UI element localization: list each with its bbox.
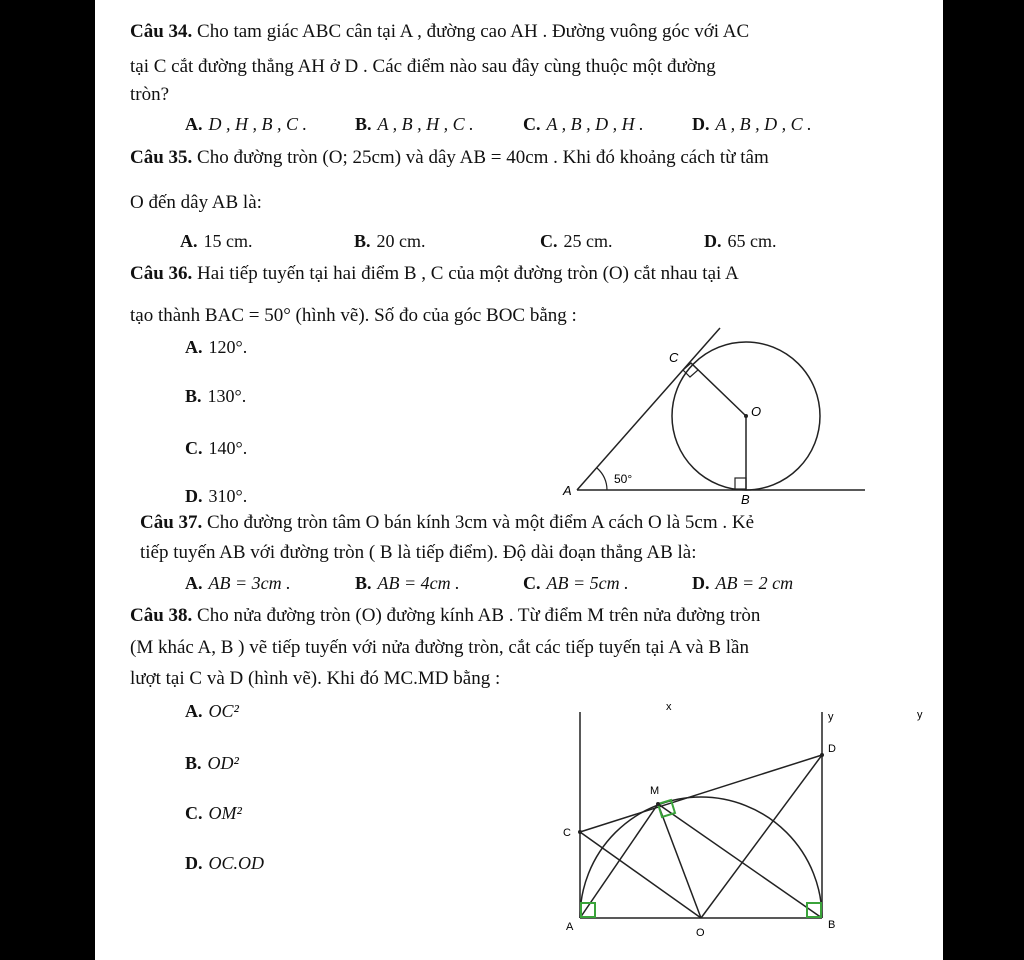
segment-od <box>701 755 822 918</box>
q38-figure <box>560 700 923 940</box>
segment-bm <box>658 804 822 918</box>
q36-line-2: tạo thành BAC = 50° (hình vẽ). Số đo của góc BOC bằng : <box>130 305 577 326</box>
q35-line-1 <box>130 146 769 170</box>
label-a: A <box>563 483 572 498</box>
q37-line-1 <box>140 511 754 535</box>
label-a: A <box>566 921 574 933</box>
q36-option-c: C. 140°. <box>185 438 248 458</box>
label-c: C <box>669 350 679 365</box>
q38-option-b: B. OD² <box>185 753 239 773</box>
q37-line-2: tiếp tuyến AB với đường tròn ( B là tiếp điểm). Độ dài đoạn thẳng AB là: <box>140 542 697 563</box>
q36-option-d: D. 310°. <box>185 486 248 506</box>
q34-text-1: Cho tam giác ABC cân tại A , đường cao AH . Đường vuông góc với AC <box>197 21 750 42</box>
q38-line-1 <box>130 604 760 628</box>
q37-label: Câu 37. <box>140 512 203 533</box>
segment-oc <box>580 832 701 918</box>
label-o: O <box>696 927 705 939</box>
tangent-line-ac <box>577 328 720 490</box>
label-x: x <box>666 701 672 713</box>
tangent-line-cd <box>580 755 822 832</box>
q37-option-c: C. AB = 5cm . <box>523 573 629 593</box>
q35-option-d: D. 65 cm. <box>704 231 777 251</box>
q35-line-2: O đến dây AB là: <box>130 192 262 213</box>
q38-option-c: C. OM² <box>185 803 242 823</box>
q34-option-b: B. A , B , H , C . <box>355 114 474 134</box>
q35-option-b: B. 20 cm. <box>354 231 426 251</box>
q36-label: Câu 36. <box>130 263 193 284</box>
q38-label: Câu 38. <box>130 605 193 626</box>
point-c <box>578 830 582 834</box>
q34-option-d: D. A , B , D , C . <box>692 114 812 134</box>
label-y-axis: y <box>828 711 834 723</box>
q36-figure <box>555 322 867 512</box>
radius-oc <box>691 363 746 416</box>
q38-line-3: lượt tại C và D (hình vẽ). Khi đó MC.MD bằng : <box>130 668 501 689</box>
label-angle: 50° <box>614 472 633 486</box>
q35-option-a: A. 15 cm. <box>180 231 253 251</box>
q35-option-c: C. 25 cm. <box>540 231 613 251</box>
right-angle-b <box>807 903 821 917</box>
q34-option-c: C. A , B , D , H . <box>523 114 644 134</box>
q36-option-b: B. 130°. <box>185 386 247 406</box>
document-page <box>95 0 943 960</box>
label-o: O <box>751 404 762 419</box>
q38-text-1: Cho nửa đường tròn (O) đường kính AB . Từ điểm M trên nửa đường tròn <box>197 605 761 626</box>
q36-option-a: A. 120°. <box>185 337 248 357</box>
label-b: B <box>828 919 836 931</box>
q35-text-1: Cho đường tròn (O; 25cm) và dây AB = 40cm . Khi đó khoảng cách từ tâm <box>197 147 769 168</box>
q36-text-1: Hai tiếp tuyến tại hai điểm B , C của một đường tròn (O) cắt nhau tại A <box>197 263 739 284</box>
label-m: M <box>650 785 660 797</box>
label-c: C <box>563 827 571 839</box>
q38-line-2: (M khác A, B ) vẽ tiếp tuyến với nửa đường tròn, cắt các tiếp tuyến tại A và B lần <box>130 637 749 658</box>
segment-om <box>658 804 701 918</box>
segment-am <box>580 804 658 918</box>
q37-option-b: B. AB = 4cm . <box>355 573 460 593</box>
label-d: D <box>828 743 836 755</box>
q36-line-1 <box>130 262 739 286</box>
center-point-o <box>744 414 748 418</box>
q34-option-a: A. D , H , B , C . <box>185 114 307 134</box>
q35-label: Câu 35. <box>130 147 193 168</box>
point-d <box>820 753 824 757</box>
point-m <box>656 802 660 806</box>
q38-option-a: A. OC² <box>185 701 239 721</box>
q34-label: Câu 34. <box>130 21 193 42</box>
q37-text-1: Cho đường tròn tâm O bán kính 3cm và một điểm A cách O là 5cm . Kẻ <box>207 512 755 533</box>
angle-arc-a <box>597 468 607 490</box>
q37-option-d: D. AB = 2 cm <box>692 573 794 593</box>
q34-line-1 <box>130 20 749 44</box>
q34-line-2: tại C cắt đường thẳng AH ở D . Các điểm nào sau đây cùng thuộc một đường <box>130 56 716 77</box>
right-angle-b <box>735 478 746 489</box>
label-b: B <box>741 492 750 507</box>
q38-option-d: D. OC.OD <box>185 853 265 873</box>
label-y: y <box>917 709 923 721</box>
q37-option-a: A. AB = 3cm . <box>185 573 291 593</box>
q34-line-3: tròn? <box>130 84 170 105</box>
